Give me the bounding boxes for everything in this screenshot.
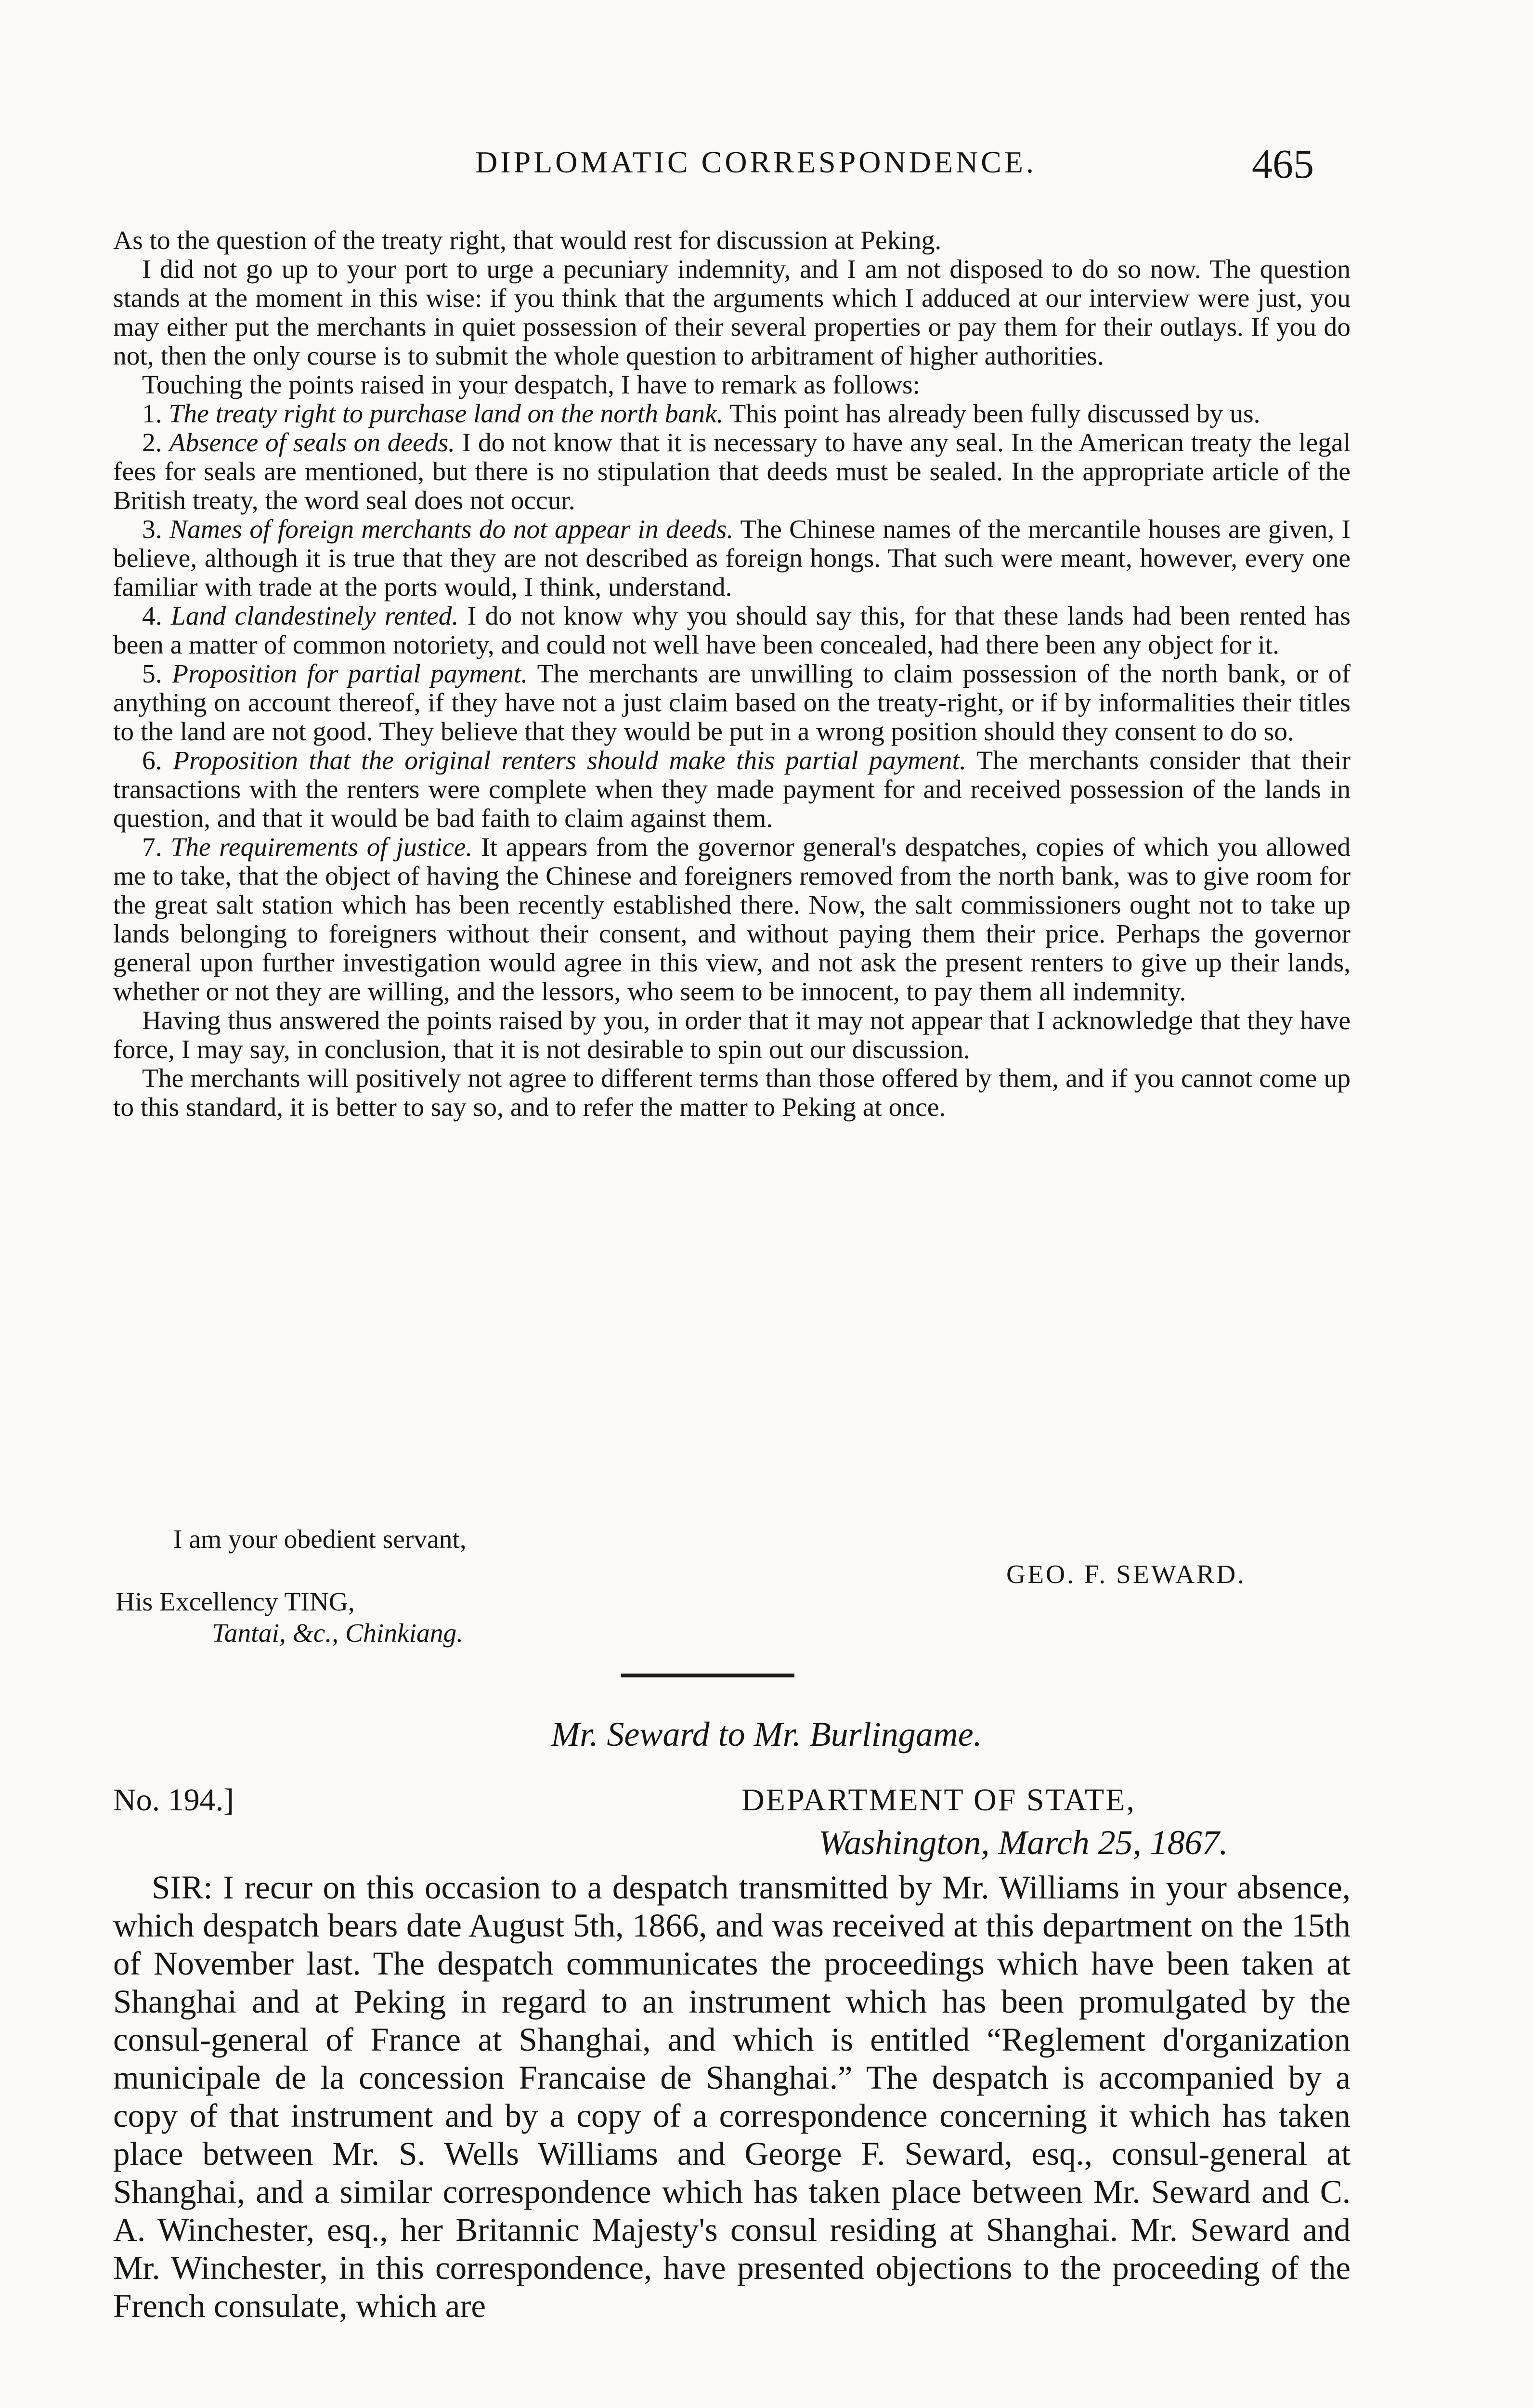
point-5 — [113, 660, 1351, 746]
point-number: 2. — [142, 428, 162, 458]
despatch-text: I recur on this occasion to a despatch transmitted by Mr. Williams in your absence, which despatch bears date August 5th, 1866, and was received at this department on the 15th of November last. The despatch communicates the proceedings which have been taken at Shanghai and at Peking in regard to an instrument which has been promulgated by the consul-general of France at Shanghai, and which is entitled “Reglement d'organization municipale de la concession Francaise de Shanghai.” The despatch is accompanied by a copy of that instrument and by a copy of a correspondence concerning it which has taken place between Mr. S. Wells Williams and George F. Seward, esq., consul-general at Shanghai, and a similar correspondence which has taken place between Mr. Seward and C. A. Winchester, esq., her Britannic Majesty's consul residing at Shanghai. Mr. Seward and Mr. Winchester, in this correspondence, have presented objections to the proceeding of the French consulate, which are — [113, 1869, 1351, 2324]
salutation: SIR: — [152, 1869, 213, 1906]
point-number: 7. — [142, 833, 162, 862]
page-number: 465 — [1252, 141, 1314, 187]
signature: GEO. F. SEWARD. — [1006, 1560, 1247, 1589]
despatch-body — [113, 1869, 1351, 2325]
point-text: The Chinese names of the mercantile houses are given, I believe, although it is true that they are not described as foreign hongs. That such were meant, however, every one familiar with trade at the ports would, I think, understand. — [113, 515, 1351, 602]
point-text: This point has already been fully discussed by us. — [723, 399, 1260, 429]
dateline: Washington, March 25, 1867. — [818, 1823, 1228, 1862]
point-7 — [113, 833, 1351, 1007]
paragraph: Touching the points raised in your despatch, I have to remark as follows: — [142, 370, 921, 400]
section-divider — [621, 1674, 794, 1677]
addressee-location: Tantai, &c., Chinkiang. — [212, 1619, 464, 1648]
point-4 — [113, 602, 1351, 660]
closing-line: I am your obedient servant, — [173, 1525, 467, 1554]
point-number: 5. — [142, 659, 162, 689]
point-text: The merchants are unwilling to claim possession of the north bank, or of anything on account thereof, if they have not a just claim based on the treaty-right, or if by informalities their titles to the land are not good. They believe that they would be put in a wrong position should they consent to do so. — [113, 659, 1351, 746]
point-title: Proposition that the original renters should make this partial payment. — [173, 746, 966, 775]
point-1 — [113, 400, 1351, 429]
paragraph: As to the question of the treaty right, that would rest for discussion at Peking. — [113, 226, 942, 255]
despatch-heading: Mr. Seward to Mr. Burlingame. — [551, 1715, 982, 1754]
paragraph: The merchants will positively not agree to different terms than those offered by them, and if you cannot come up to this standard, it is better to say so, and to refer the matter to Peking at once. — [113, 1064, 1351, 1122]
point-text: The merchants consider that their transactions with the renters were complete when they made payment for and received possession of the lands in question, and that it would be bad faith to claim against them. — [113, 746, 1351, 833]
point-title: The treaty right to purchase land on the north bank. — [169, 399, 724, 429]
point-number: 3. — [142, 515, 162, 544]
addressee: His Excellency TING, — [116, 1587, 355, 1617]
department-line: DEPARTMENT OF STATE, — [741, 1782, 1136, 1818]
running-head — [0, 140, 1533, 193]
point-title: Names of foreign merchants do not appear in deeds. — [169, 515, 734, 544]
point-title: Land clandestinely rented. — [171, 602, 459, 631]
point-text: It appears from the governor general's despatches, copies of which you allowed me to take, that the object of having the Chinese and foreigners removed from the north bank, was to give room for the great salt station which has been recently established there. Now, the salt commissioners ought not to take up lands belonging to foreigners without their consent, and without paying them their price. Perhaps the governor general upon further investigation would agree in this view, and not ask the present renters to give up their lands, whether or not they are willing, and the lessors, who seem to be innocent, to pay them all indemnity. — [113, 833, 1351, 1007]
letter-body — [113, 226, 1351, 1122]
point-number: 4. — [142, 602, 162, 631]
point-3 — [113, 515, 1351, 602]
point-6 — [113, 746, 1351, 833]
point-title: The requirements of justice. — [170, 833, 473, 862]
point-number: 1. — [142, 399, 162, 429]
paragraph: I did not go up to your port to urge a pecuniary indemnity, and I am not disposed to do so now. The question stands at the moment in this wise: if you think that the arguments which I adduced at our interview were just, you may either put the merchants in quiet possession of their several properties or pay them for their outlays. If you do not, then the only course is to submit the whole question to arbitrament of higher authorities. — [113, 255, 1351, 371]
point-text: I do not know that it is necessary to have any seal. In the American treaty the legal fees for seals are mentioned, but there is no stipulation that deeds must be sealed. In the appropriate article of the British treaty, the word seal does not occur. — [113, 428, 1351, 515]
point-title: Absence of seals on deeds. — [169, 428, 455, 458]
despatch-number: No. 194.] — [113, 1782, 234, 1818]
point-number: 6. — [142, 746, 162, 775]
point-2 — [113, 429, 1351, 515]
running-title: DIPLOMATIC CORRESPONDENCE. — [475, 145, 1037, 179]
paragraph: Having thus answered the points raised by you, in order that it may not appear that I acknowledge that they have force, I may say, in conclusion, that it is not desirable to spin out our discussion. — [113, 1006, 1351, 1064]
despatch-paragraph — [113, 1869, 1351, 2325]
point-title: Proposition for partial payment. — [172, 659, 528, 689]
point-text: I do not know why you should say this, for that these lands had been rented has been a matter of common notoriety, and could not well have been concealed, had there been any object for it. — [113, 602, 1351, 660]
